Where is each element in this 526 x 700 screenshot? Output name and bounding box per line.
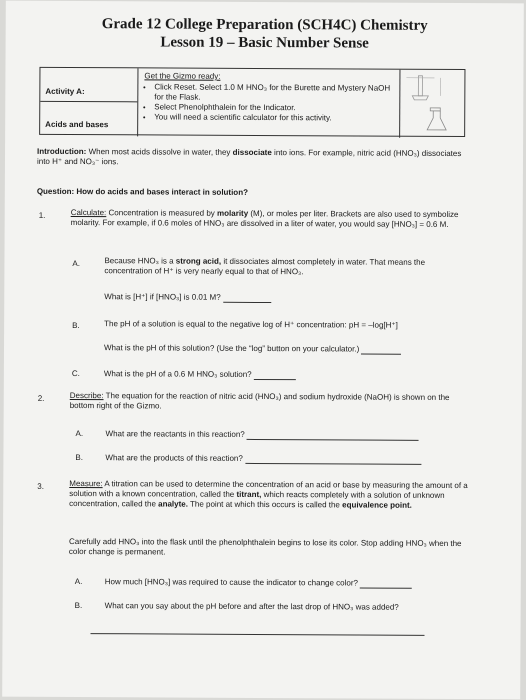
gizmo-heading: Get the Gizmo ready: — [144, 71, 221, 81]
gizmo-bullet-list — [144, 82, 393, 123]
item-1a-answer-line[interactable] — [223, 294, 271, 303]
item-3a-question — [105, 577, 412, 589]
item-1b-text: The pH of a solution is equal to the negative log of H⁺ concentration: pH = –log[H⁺] — [104, 319, 398, 330]
item-2b-answer-line[interactable] — [245, 455, 421, 465]
item-1c-label: C. — [71, 368, 80, 379]
item-1-bold: molarity — [217, 208, 249, 218]
item-1a-text-2: it dissociates almost completely in water. That means the concentration of H⁺ is very nearly equal to that of HNO₃. — [104, 256, 426, 277]
item-1c-answer-line[interactable] — [254, 371, 296, 380]
item-1a-bold: strong acid, — [175, 256, 222, 266]
page-title — [6, 15, 524, 54]
question — [37, 187, 248, 198]
gizmo-bullet: • You will need a scientific calculator for this activity. — [154, 112, 393, 123]
item-3-head: Measure: — [69, 478, 103, 489]
item-2-number: 2. — [37, 393, 45, 403]
item-1b-question — [104, 343, 402, 355]
item-1c-question — [104, 369, 296, 380]
item-1b-label: B. — [72, 321, 80, 331]
item-2-text — [70, 391, 468, 413]
item-3a-answer-line[interactable] — [360, 580, 412, 589]
item-2-head: Describe: — [69, 390, 104, 401]
item-3b-question: What can you say about the pH before and after the last drop of HNO₃ was added? — [104, 601, 399, 612]
intro-text-2: into ions. For example, nitric acid (HNO₃) dissociates into H⁺ and NO₃⁻ ions. — [36, 148, 462, 167]
intro-bold: dissociate — [232, 147, 272, 158]
item-3-bold-1: titrant, — [236, 489, 262, 499]
item-1-text-b: (M), or moles per liter. Brackets are also used to symbolize molarity. For example, if 0.6 moles of HNO₃ are dissolved in a liter of water, you would say [HNO₃] = 0.6 M. — [70, 208, 459, 229]
item-3a-question-text: How much [HNO₃] was required to cause the indicator to change color? — [104, 577, 358, 588]
item-1a-question — [104, 292, 271, 303]
question-label: Question: — [36, 186, 75, 197]
activity-name: Acids and bases — [45, 119, 109, 130]
item-1-text-a: Concentration is measured by — [108, 208, 215, 218]
item-2a-label: A. — [75, 429, 84, 439]
item-3a-label: A. — [74, 577, 83, 587]
item-3-text-a: A titration can be used to determine the concentration of an acid or base by measuring the amount of a solution with a known concentration, called the — [69, 479, 468, 499]
item-1a-label: A. — [72, 259, 81, 269]
item-1-text — [71, 208, 469, 230]
item-1-number: 1. — [38, 210, 46, 220]
title-line-1: Grade 12 College Preparation (SCH4C) Chemistry — [101, 16, 428, 34]
gizmo-bullet: • Select Phenolphthalein for the Indicator. — [154, 102, 393, 113]
item-1a-text — [104, 256, 466, 278]
item-2b-question-text: What are the products of this reaction? — [105, 453, 243, 463]
activity-label-cell — [40, 68, 138, 137]
item-2a-question-text: What are the reactants in this reaction? — [105, 429, 245, 439]
item-2a-question — [106, 429, 419, 441]
item-2-text-body: The equation for the reaction of nitric acid (HNO₃) and sodium hydroxide (NaOH) is shown on the bottom right of the Gizmo. — [69, 391, 450, 411]
title-line-2: Lesson 19 – Basic Number Sense — [160, 34, 369, 52]
intro-text: When most acids dissolve in water, they — [88, 147, 231, 157]
item-2a-answer-line[interactable] — [247, 431, 419, 441]
item-2b-question — [105, 453, 421, 465]
introduction — [37, 147, 467, 169]
gizmo-instructions — [138, 68, 400, 137]
gizmo-bullet: • Click Reset. Select 1.0 M HNO₃ for the Burette and Mystery NaOH for the Flask. — [154, 82, 393, 103]
item-3b-answer-line[interactable] — [91, 633, 425, 636]
item-3-text-c: The point at which this occurs is called the — [190, 499, 340, 510]
item-1b-answer-line[interactable] — [361, 346, 401, 355]
activity-label: Activity A: — [40, 68, 137, 103]
item-1b-question-text: What is the pH of this solution? (Use the “log” button on your calculator.) — [103, 343, 360, 354]
item-1c-question-text: What is the pH of a 0.6 M HNO₃ solution? — [103, 369, 252, 379]
item-3-bold-2: analyte. — [158, 499, 188, 509]
burette-flask-icon — [400, 70, 464, 138]
item-1a-text-1: Because HNO₃ is a — [104, 256, 174, 266]
item-3-text — [69, 479, 469, 511]
item-2b-label: B. — [75, 453, 84, 463]
item-1a-question-text: What is [H⁺] if [HNO₃] is 0.01 M? — [104, 292, 221, 302]
item-3-instructions: Carefully add HNO₃ into the flask until the phenolphthalein begins to lose its color. Stop adding HNO₃ when the color change is permanent. — [68, 536, 462, 557]
question-text: How do acids and bases interact in solution? — [76, 187, 249, 197]
item-1-head: Calculate: — [70, 207, 107, 218]
burette-flask-drawing — [400, 70, 462, 136]
item-3-bold-3: equivalence point. — [342, 500, 412, 510]
activity-box — [39, 67, 465, 137]
intro-label: Introduction: — [37, 146, 87, 157]
item-3-number: 3. — [37, 481, 44, 491]
item-3b-label: B. — [74, 601, 83, 611]
worksheet-page — [2, 1, 524, 700]
item-3-text-b: which reacts completely with a solution of unknown concentration, called the — [69, 490, 445, 509]
